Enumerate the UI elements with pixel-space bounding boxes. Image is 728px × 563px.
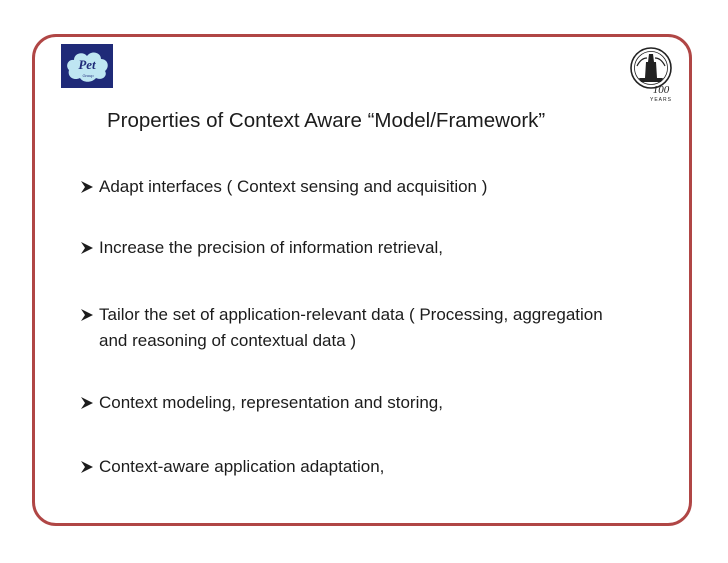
slide-title: Properties of Context Aware “Model/Framework”	[107, 109, 546, 132]
arrowhead-bullet-icon	[80, 180, 94, 194]
seal-number: 100	[652, 84, 670, 96]
bullet-text: Context modeling, representation and storing,	[99, 393, 443, 412]
arrowhead-bullet-icon	[80, 396, 94, 410]
pet-logo-text: Pet	[78, 57, 96, 72]
bullet-text: Context-aware application adaptation,	[99, 457, 385, 476]
arrowhead-bullet-icon	[80, 308, 94, 322]
pet-group-logo-graphic	[61, 44, 113, 88]
bullet-text: Tailor the set of application-relevant data ( Processing, aggregation and reasoning of contextual data )	[99, 305, 603, 350]
bullet-item	[80, 390, 443, 416]
bullet-item	[80, 302, 619, 354]
bullet-item	[80, 235, 443, 261]
centenary-seal-graphic	[625, 44, 689, 104]
arrowhead-bullet-icon	[80, 241, 94, 255]
pet-group-logo	[61, 44, 113, 88]
bullet-item	[80, 454, 384, 480]
pet-logo-subtext: Group	[82, 73, 94, 78]
centenary-seal-logo	[625, 44, 689, 104]
bullet-text: Adapt interfaces ( Context sensing and acquisition )	[99, 177, 488, 196]
bullet-text: Increase the precision of information retrieval,	[99, 238, 443, 257]
arrowhead-bullet-icon	[80, 460, 94, 474]
seal-label: YEARS	[650, 97, 672, 103]
bullet-item	[80, 174, 487, 200]
